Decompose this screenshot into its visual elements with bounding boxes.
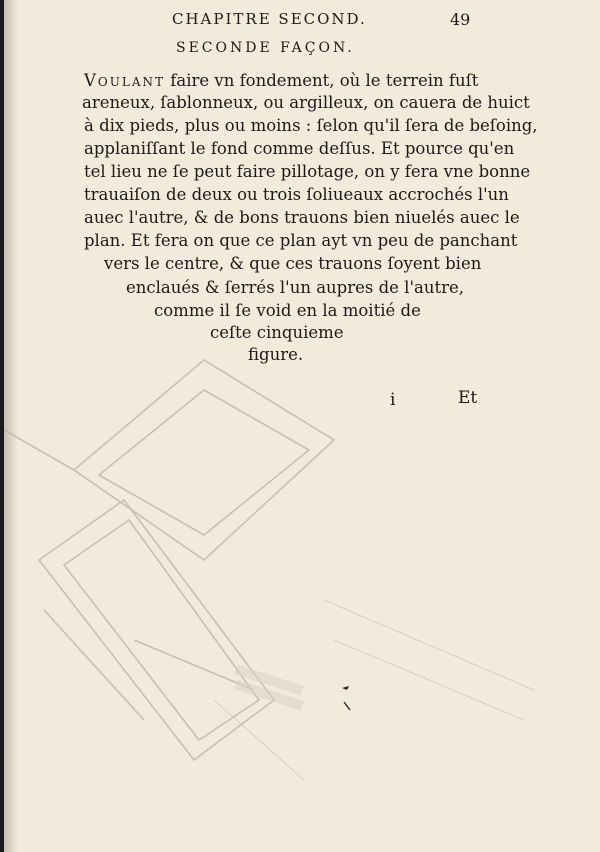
text-line-13: figure. (248, 345, 304, 364)
text-line-6: trauaiſon de deux ou trois ſoliueaux accrochés l'un (84, 185, 509, 204)
text-line-5: tel lieu ne ſe peut faire pillotage, on y fera vne bonne (84, 162, 531, 181)
catchword: Et (458, 388, 478, 408)
text-line-4: applaniſſant le fond comme deſſus. Et pource qu'en (84, 139, 515, 158)
book-page (4, 0, 600, 852)
ink-speck (340, 684, 354, 714)
text-line-8: plan. Et fera on que ce plan ayt vn peu de panchant (84, 231, 518, 250)
text-line-1-rest: faire vn fondement, où le terrein fuſt (165, 71, 479, 90)
initial-word: Voulant (84, 71, 166, 90)
text-line-9: vers le centre, & que ces trauons ſoyent bien (104, 254, 482, 273)
page-number: 49 (450, 10, 471, 29)
running-head: CHAPITRE SECOND. (172, 10, 367, 28)
text-line-7: auec l'autre, & de bons trauons bien niuelés auec le (84, 208, 520, 227)
text-line-2: areneux, ſablonneux, ou argilleux, on cauera de huict (82, 93, 530, 112)
text-line-12: ceſte cinquieme (210, 323, 344, 342)
text-line-11: comme il ſe void en la moitié de (154, 301, 421, 320)
text-line-3: à dix pieds, plus ou moins : ſelon qu'il ſera de beſoing, (84, 116, 538, 135)
section-heading: SECONDE FAÇON. (176, 40, 355, 56)
text-line-10: enclaués & ſerrés l'un aupres de l'autre, (126, 278, 464, 297)
text-line-1 (84, 70, 478, 92)
signature-mark: i (390, 390, 396, 410)
